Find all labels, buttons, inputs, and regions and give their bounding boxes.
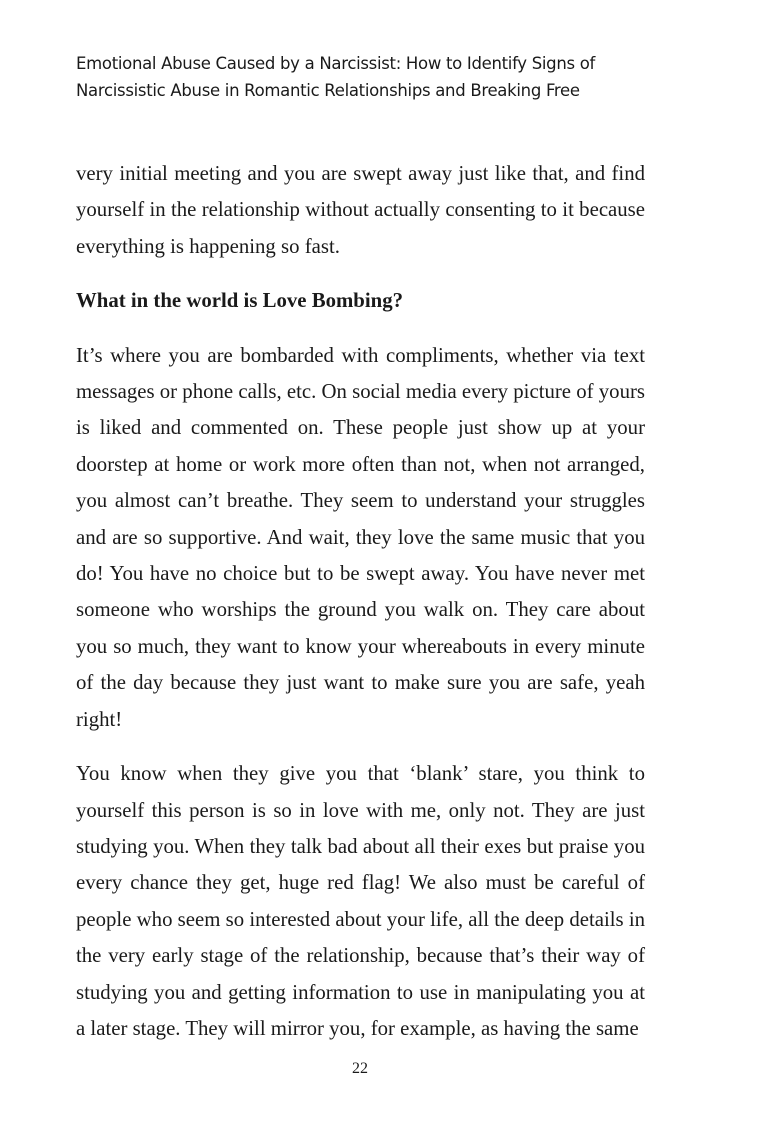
running-header bbox=[76, 50, 676, 104]
body-text bbox=[76, 156, 645, 1065]
page-number: 22 bbox=[352, 1060, 368, 1077]
header-line-1: Emotional Abuse Caused by a Narcissist: How to Identify Signs of bbox=[76, 54, 596, 73]
header-line-2: Narcissistic Abuse in Romantic Relationships and Breaking Free bbox=[76, 81, 580, 100]
paragraph-continuation: very initial meeting and you are swept away just like that, and find yourself in the relationship without actually consenting to it because everything is happening so fast. bbox=[76, 162, 645, 258]
paragraph-blank-stare: You know when they give you that ‘blank’ stare, you think to yourself this person is so in love with me, only not. They are just studying you. When they talk bad about all their exes but praise you every chance they get, huge red flag! We also must be careful of people who seem so interested about your life, all the deep details in the very early stage of the relationship, because that’s their way of studying you and getting information to use in manipulating you at a later stage. They will mirror you, for example, as having the same bbox=[76, 762, 645, 1040]
section-heading: What in the world is Love Bombing? bbox=[76, 289, 404, 313]
paragraph-love-bombing: It’s where you are bombarded with compliments, whether via text messages or phone calls, etc. On social media every picture of yours is liked and commented on. These people just show up at your doorstep at home or work more often than not, when not arranged, you almost can’t breathe. They seem to understand your struggles and are so supportive. And wait, they love the same music that you do! You have no choice but to be swept away. You have never met someone who worships the ground you walk on. They care about you so much, they want to know your whereabouts in every minute of the day because they just want to make sure you are safe, yeah right! bbox=[76, 343, 645, 731]
